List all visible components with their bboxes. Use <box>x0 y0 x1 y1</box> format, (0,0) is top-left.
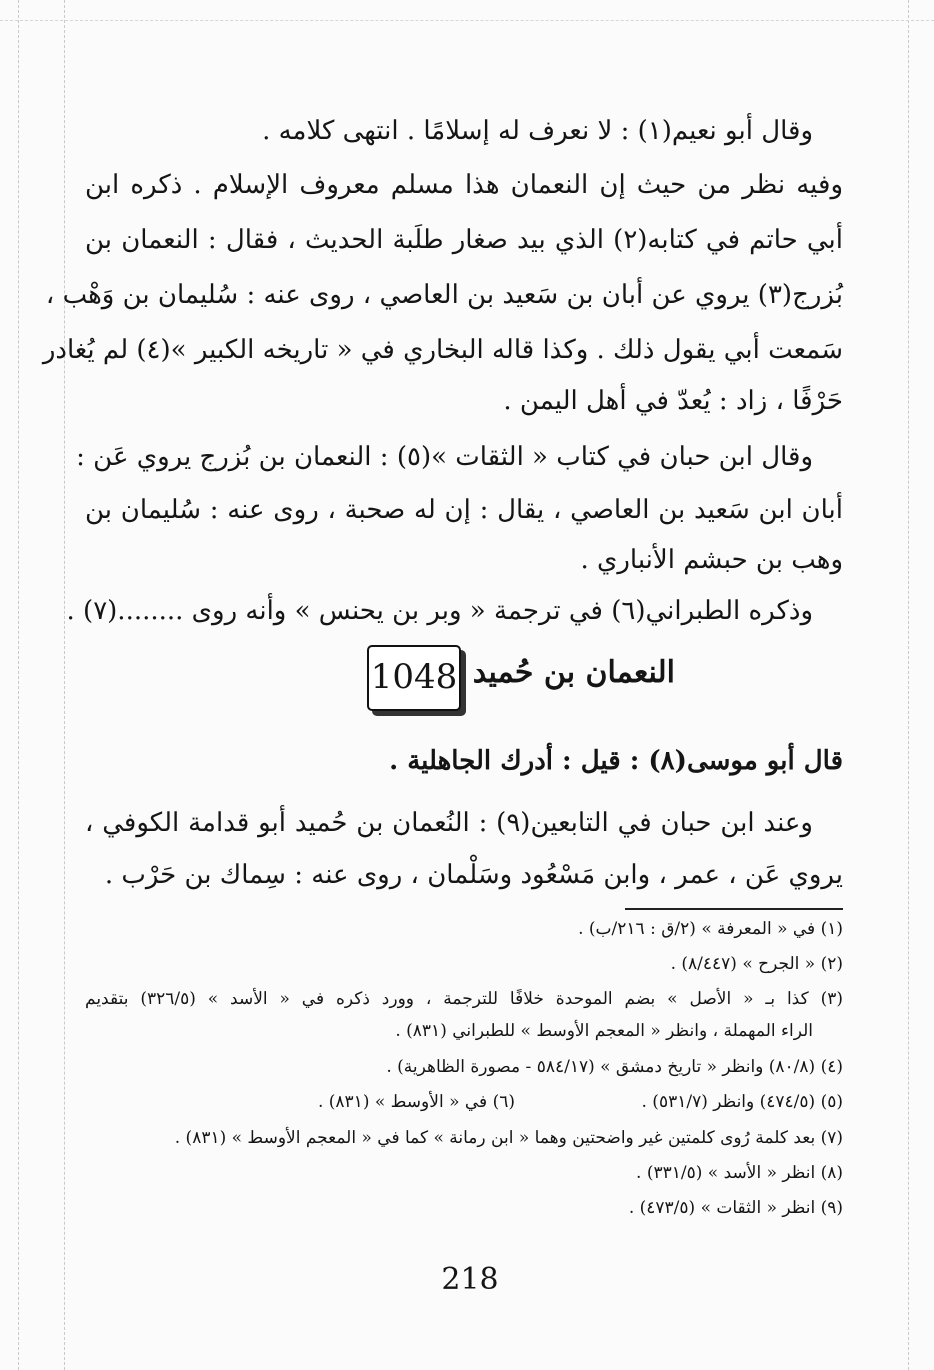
footnote-separator <box>625 908 843 910</box>
text-line-10: وذكره الطبراني(٦) في ترجمة « وبر بن يحنس » وأنه روى ........(٧) . <box>66 596 813 626</box>
margin-guide-left-inner <box>64 0 65 1370</box>
margin-guide-top <box>0 20 934 21</box>
margin-guide-left <box>18 0 19 1370</box>
text-line-12: وعند ابن حبان في التابعين(٩) : النُعمان بن حُميد أبو قدامة الكوفي ، <box>85 808 813 838</box>
footnote-7: (٧) بعد كلمة رُوى كلمتين غير واضحتين وهما « ابن رمانة » كما في « المعجم الأوسط » (٨٣١) . <box>174 1128 843 1148</box>
text-line-3: أبي حاتم في كتابه(٢) الذي بيد صغار طلَبة الحديث ، فقال : النعمان بن <box>85 225 843 255</box>
text-line-1: وقال أبو نعيم(١) : لا نعرف له إسلامًا . انتهى كلامه . <box>262 116 813 146</box>
footnote-4: (٤) (٨٠/٨) وانظر « تاريخ دمشق » (٥٨٤/١٧ - مصورة الظاهرية) . <box>386 1057 843 1077</box>
text-line-11: قال أبو موسى(٨) : قيل : أدرك الجاهلية . <box>389 746 843 776</box>
footnote-3a: (٣) كذا بـ « الأصل » بضم الموحدة خلافًا للترجمة ، وورد ذكره في « الأسد » (٣٢٦/٥) بتقديم <box>85 989 844 1009</box>
footnote-8: (٨) انظر « الأسد » (٣٣١/٥) . <box>636 1163 843 1183</box>
text-line-13: يروي عَن ، عمر ، وابن مَسْعُود وسَلْمان ، روى عنه : سِماك بن حَرْب . <box>104 860 843 890</box>
page-number: 218 <box>441 1262 499 1297</box>
text-line-4: بُزرج(٣) يروي عن أبان بن سَعيد بن العاصي ، روى عنه : سُليمان بن وَهْب ، <box>45 280 843 310</box>
entry-number-box: 1048 <box>367 645 461 711</box>
text-line-8: أبان ابن سَعيد بن العاصي ، يقال : إن له صحبة ، روى عنه : سُليمان بن <box>85 495 843 525</box>
footnote-2: (٢) « الجرح » (٨/٤٤٧) . <box>670 954 843 974</box>
footnote-9: (٩) انظر « الثقات » (٤٧٣/٥) . <box>628 1198 843 1218</box>
text-line-2: وفيه نظر من حيث إن النعمان هذا مسلم معروف الإسلام . ذكره ابن <box>85 170 843 200</box>
document-page <box>42 100 855 1340</box>
text-line-6: حَرْفًا ، زاد : يُعدّ في أهل اليمن . <box>503 386 843 416</box>
margin-guide-right <box>908 0 909 1370</box>
footnote-1: (١) في « المعرفة » (٢/ق : ٢١٦/ب) . <box>578 919 843 939</box>
footnote-5: (٥) (٤٧٤/٥) وانظر (٥٣١/٧) . <box>641 1092 843 1112</box>
text-line-9: وهب بن حبشم الأنباري . <box>580 545 843 575</box>
text-line-5: سَمعت أبي يقول ذلك . وكذا قاله البخاري في « تاريخه الكبير »(٤) لم يُغادر <box>42 335 843 365</box>
text-line-7: وقال ابن حبان في كتاب « الثقات »(٥) : النعمان بن بُزرج يروي عَن : <box>76 442 813 472</box>
entry-name: النعمان بن حُميد <box>472 655 675 690</box>
footnote-3b: الراء المهملة ، وانظر « المعجم الأوسط » للطبراني (٨٣١) . <box>395 1021 813 1041</box>
footnote-6: (٦) في « الأوسط » (٨٣١) . <box>317 1092 515 1112</box>
entry-heading <box>255 645 675 715</box>
